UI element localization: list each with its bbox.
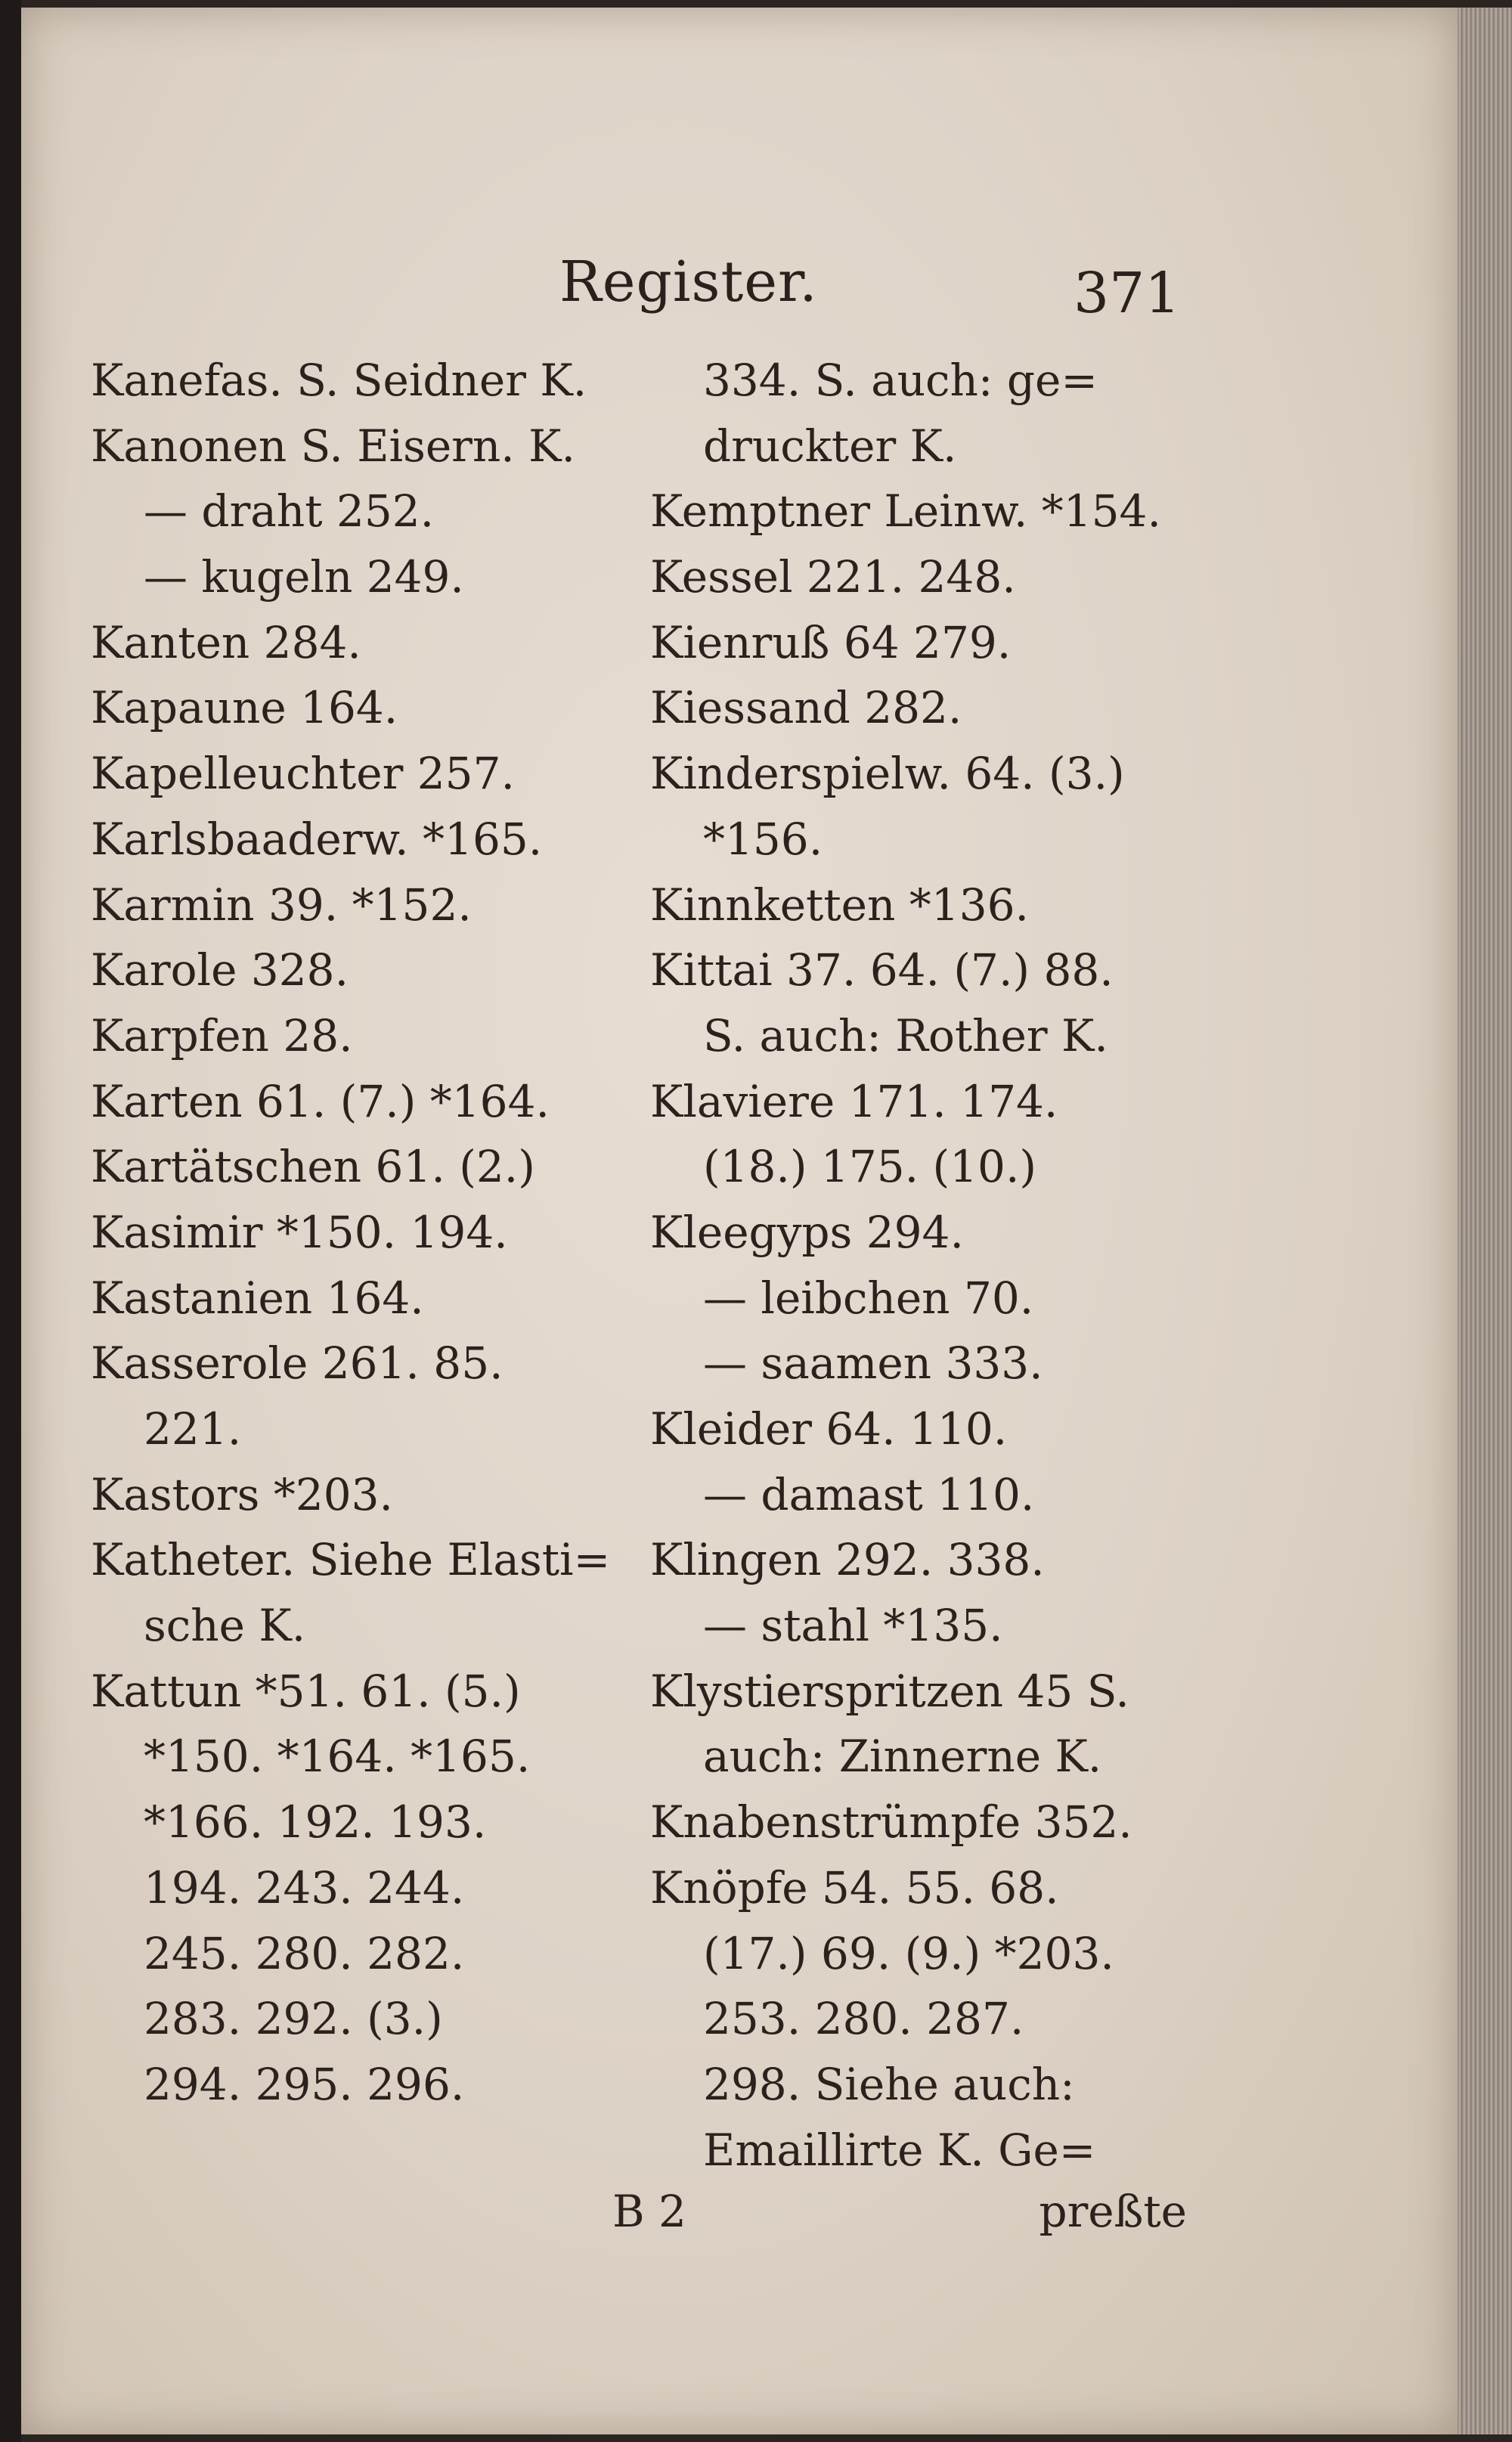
index-entry: Kasimir *150. 194. bbox=[91, 1206, 508, 1258]
index-entry: Kasserole 261. 85. bbox=[91, 1337, 503, 1390]
page-edges bbox=[1458, 8, 1512, 2434]
index-entry: Knöpfe 54. 55. 68. bbox=[650, 1861, 1059, 1914]
index-entry: — draht 252. bbox=[144, 485, 435, 538]
index-entry: — leibchen 70. bbox=[703, 1272, 1034, 1324]
running-header-title: Register. bbox=[559, 249, 818, 315]
index-entry: Kapaune 164. bbox=[91, 682, 398, 734]
book-spine bbox=[0, 0, 21, 2442]
signature-mark: B 2 bbox=[612, 2186, 686, 2237]
index-entry: 298. Siehe auch: bbox=[703, 2058, 1075, 2110]
page-footer bbox=[612, 2181, 1217, 2242]
index-entry: sche K. bbox=[144, 1600, 306, 1652]
index-entry: 253. 280. 287. bbox=[703, 1993, 1024, 2045]
index-entry: Karten 61. (7.) *164. bbox=[91, 1075, 550, 1127]
page-number: 371 bbox=[1074, 261, 1181, 326]
index-entry: *166. 192. 193. bbox=[144, 1796, 487, 1849]
index-entry: Klingen 292. 338. bbox=[650, 1534, 1045, 1586]
index-entry: Kleegyps 294. bbox=[650, 1206, 964, 1258]
index-entry: Karole 328. bbox=[91, 944, 349, 996]
index-entry: Klaviere 171. 174. bbox=[650, 1075, 1058, 1127]
index-entry: S. auch: Rother K. bbox=[703, 1009, 1108, 1061]
index-entry: Kastors *203. bbox=[91, 1468, 393, 1520]
index-entry: 294. 295. 296. bbox=[144, 2058, 465, 2110]
index-entry: Kessel 221. 248. bbox=[650, 551, 1016, 603]
index-column-left bbox=[91, 348, 650, 2118]
index-entry: 194. 243. 244. bbox=[144, 1861, 465, 1914]
index-entry: Kinnketten *136. bbox=[650, 879, 1029, 931]
index-entry: auch: Zinnerne K. bbox=[703, 1731, 1102, 1783]
index-entry: Kinderspielw. 64. (3.) bbox=[650, 748, 1125, 800]
index-entry: — stahl *135. bbox=[703, 1600, 1003, 1652]
index-entry: 245. 280. 282. bbox=[144, 1927, 465, 1979]
index-entry: (17.) 69. (9.) *203. bbox=[703, 1927, 1114, 1979]
index-entry: Kartätschen 61. (2.) bbox=[91, 1141, 535, 1193]
index-entry: (18.) 175. (10.) bbox=[703, 1141, 1037, 1193]
index-entry: Karmin 39. *152. bbox=[91, 879, 472, 931]
index-entry: Kattun *51. 61. (5.) bbox=[91, 1665, 521, 1717]
index-entry: Kanten 284. bbox=[91, 616, 361, 668]
index-entry: Emaillirte K. Ge= bbox=[703, 2124, 1096, 2176]
index-column-right bbox=[650, 348, 1240, 2183]
index-entry: Kittai 37. 64. (7.) 88. bbox=[650, 944, 1114, 996]
index-entry: Kastanien 164. bbox=[91, 1272, 424, 1324]
index-entry: Kanefas. S. Seidner K. bbox=[91, 355, 587, 406]
index-entry: Klystierspritzen 45 S. bbox=[650, 1665, 1129, 1717]
index-entry: *156. bbox=[703, 813, 823, 865]
index-entry: *150. *164. *165. bbox=[144, 1731, 531, 1783]
index-entry: Karlsbaaderw. *165. bbox=[91, 813, 543, 865]
index-entry: Kemptner Leinw. *154. bbox=[650, 485, 1161, 538]
index-entry: Knabenstrümpfe 352. bbox=[650, 1796, 1132, 1849]
index-entry: druckter K. bbox=[703, 420, 957, 472]
index-entry: Kienruß 64 279. bbox=[650, 616, 1012, 668]
index-entry: Kapelleuchter 257. bbox=[91, 748, 515, 800]
index-entry: Karpfen 28. bbox=[91, 1009, 353, 1061]
index-entry: Katheter. Siehe Elasti= bbox=[91, 1534, 611, 1586]
index-entry: Kanonen S. Eisern. K. bbox=[91, 420, 575, 472]
index-entry: Kleider 64. 110. bbox=[650, 1403, 1008, 1455]
index-entry: Kiessand 282. bbox=[650, 682, 962, 734]
index-entry: 283. 292. (3.) bbox=[144, 1993, 443, 2045]
index-entry: 334. S. auch: ge= bbox=[703, 355, 1098, 406]
catchword: preßte bbox=[1039, 2186, 1187, 2237]
index-entry: — kugeln 249. bbox=[144, 551, 464, 603]
index-entry: — damast 110. bbox=[703, 1468, 1035, 1520]
index-entry: — saamen 333. bbox=[703, 1337, 1043, 1390]
index-entry: 221. bbox=[144, 1403, 242, 1455]
